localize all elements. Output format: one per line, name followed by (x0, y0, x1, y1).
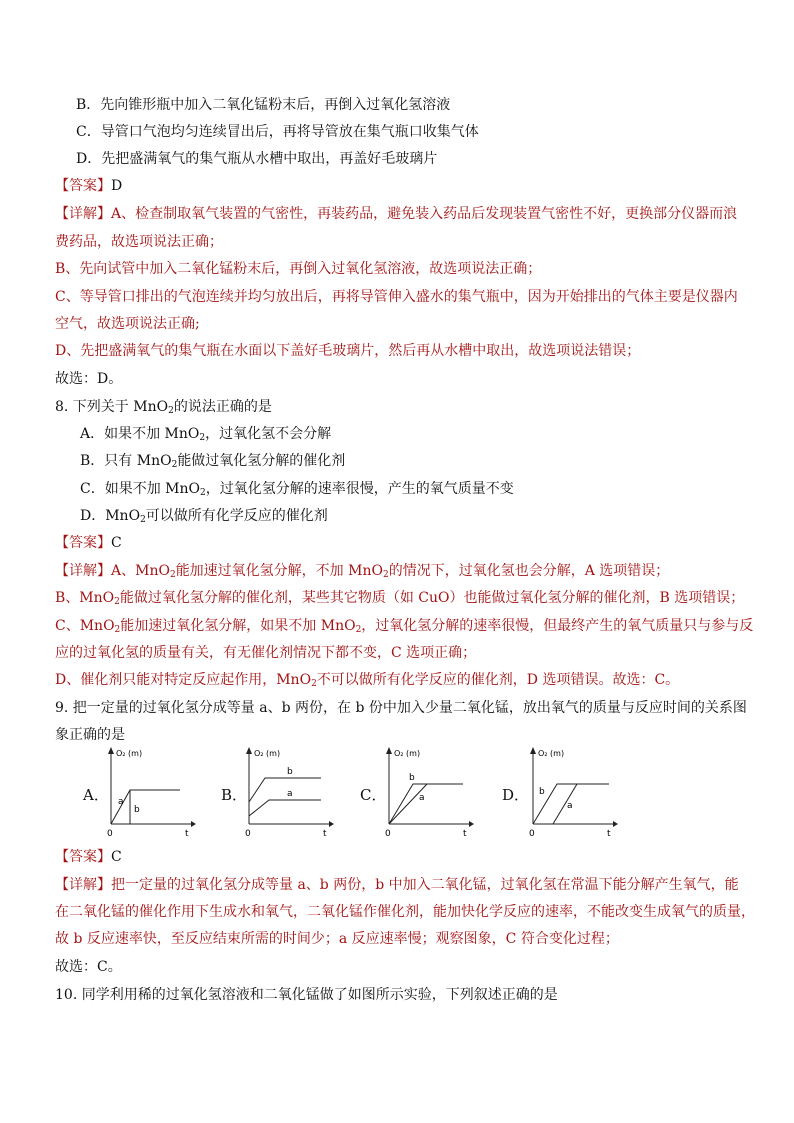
curve-label-a: a (419, 793, 425, 803)
q9-graph-a (105, 744, 197, 840)
detail-tag: 【详解】 (55, 206, 111, 222)
q9-detail-line-2: 在二氧化锰的催化作用下生成水和氧气，二氧化锰作催化剂，能加快化学反应的速率，不能改变生成氧气的质量， (55, 904, 755, 920)
origin-label: 0 (245, 829, 251, 839)
detail-tag: 【详解】 (55, 877, 111, 893)
q7-detail-line-3b: 空气，故选项说法正确; (55, 316, 200, 332)
subscript: 2 (382, 570, 389, 580)
y-axis-label: O₂ (m) (394, 749, 421, 758)
q9-graph-options (75, 744, 635, 844)
q7-option-d: D．先把盛满氧气的集气瓶从水槽中取出，再盖好毛玻璃片 (76, 151, 438, 167)
q8-d4-a: D、催化剂只能对特定反应起作用，MnO (55, 672, 312, 688)
q8-optA-post: ，过氧化氢不会分解 (205, 426, 332, 442)
q8-detail-line-3 (55, 617, 753, 635)
curve-label-a: a (567, 801, 573, 811)
q7-detail-line-4: D、先把盛满氧气的集气瓶在水面以下盖好毛玻璃片，然后再从水槽中取出，故选项说法错误； (55, 343, 641, 359)
q9-d1: 把一定量的过氧化氢分成等量 a、b 两份，b 中加入二氧化锰，过氧化氢在常温下能分解产生氧气，能 (111, 877, 739, 893)
q9-answer-line (55, 848, 122, 866)
subscript: 2 (114, 625, 121, 635)
q9-graph-b (243, 744, 335, 840)
q8-detail-line-1 (55, 562, 669, 580)
q8-d3-b: 能加速过氧化氢分解，如果不加 MnO (120, 618, 356, 634)
q8-stem-pre: 8. 下列关于 MnO (55, 399, 169, 415)
curve-b (249, 778, 321, 802)
q8-detail-line-2 (55, 589, 744, 607)
subscript: 2 (355, 625, 362, 635)
q8-optB-post: 能做过氧化氢分解的催化剂 (177, 453, 346, 469)
y-axis-label: O₂ (m) (538, 749, 565, 758)
q8-d1-b: 能加速过氧化氢分解，不加 MnO (175, 563, 383, 579)
q7-option-b: B．先向锥形瓶中加入二氧化锰粉末后，再倒入过氧化氢溶液 (76, 97, 451, 113)
q8-option-a (80, 425, 331, 443)
answer-tag: 【答案】 (55, 849, 111, 865)
q9-option-b-label: B． (221, 786, 248, 804)
q9-option-a-label: A． (83, 786, 109, 804)
q9-graph-d (527, 744, 619, 840)
origin-label: 0 (385, 829, 391, 839)
q9-option-c-label: C． (360, 786, 387, 804)
x-axis-label: t (463, 829, 467, 839)
q9-answer: C (111, 849, 122, 865)
q8-option-c (80, 480, 514, 498)
q8-optB-pre: B．只有 MnO (80, 453, 172, 469)
subscript: 2 (169, 570, 176, 580)
q9-option-d-label: D． (502, 786, 530, 804)
curve-a (249, 800, 321, 816)
curve-a (553, 784, 577, 824)
q9-detail-line-3: 故 b 反应速率快，至反应结束所需的时间少；a 反应速率慢；观察图象，C 符合变化过程； (55, 931, 619, 947)
curve-a (389, 784, 427, 824)
q7-option-c: C．导管口气泡均匀连续冒出后，再将导管放在集气瓶口收集气体 (76, 124, 479, 140)
q8-d2-a: B、MnO (55, 590, 115, 606)
subscript: 2 (199, 433, 206, 443)
q9-stem-2: 象正确的是 (55, 727, 125, 743)
curve-b (389, 784, 463, 824)
subscript: 2 (200, 488, 206, 498)
subscript: 2 (140, 515, 146, 525)
q8-d1-c: 的情况下，过氧化氢也会分解，A 选项错误； (388, 563, 670, 579)
curve-label-b: b (287, 767, 293, 777)
q7-answer: D (111, 178, 123, 194)
detail-tag: 【详解】 (55, 563, 111, 579)
q7-detail-line-1b: 费药品，故选项说法正确； (55, 234, 223, 250)
q9-detail-line-1 (55, 876, 739, 894)
q8-d3-c: ，过氧化氢分解的速率很慢，但最终产生的氧气质量只与参与反 (361, 618, 754, 634)
q8-d4-b: 不可以做所有化学反应的催化剂，D 选项错误。故选：C。 (316, 672, 680, 688)
q8-d3-a: C、MnO (55, 618, 115, 634)
origin-label: 0 (107, 829, 113, 839)
q7-detail-line-2: B、先向试管中加入二氧化锰粉末后，再倒入过氧化氢溶液，故选项说法正确； (55, 261, 542, 277)
curve-label-a: a (287, 789, 293, 799)
q8-detail-line-4 (55, 671, 679, 689)
q8-stem-post: 的说法正确的是 (173, 399, 272, 415)
curve-a (111, 790, 180, 824)
q8-stem (55, 398, 272, 416)
q8-option-d (80, 507, 328, 525)
curve-label-a: a (118, 797, 124, 807)
q8-optC-post: ，过氧化氢分解的速率很慢，产生的氧气质量不变 (205, 481, 514, 497)
answer-tag: 【答案】 (55, 178, 111, 194)
q8-detail-line-3b: 应的过氧化氢的质量有关，有无催化剂情况下都不变，C 选项正确； (55, 645, 477, 661)
y-axis-label: O₂ (m) (254, 749, 281, 758)
q8-optD-pre: D．MnO (80, 508, 141, 524)
curve-label-b: b (134, 805, 140, 815)
q9-graph-c (383, 744, 475, 840)
curve-label-b: b (409, 773, 415, 783)
q7-detail-line-3a: C、等导管口排出的气泡连续并均匀放出后，再将导管伸入盛水的集气瓶中，因为开始排出的气体主要是仪器内 (55, 289, 738, 305)
q8-d1-a: A、MnO (111, 563, 170, 579)
q8-d2-b: 能做过氧化氢分解的催化剂，某些其它物质（如 CuO）也能做过氧化氢分解的催化剂，B 选项错误； (119, 590, 745, 606)
answer-tag: 【答案】 (55, 535, 111, 551)
q8-answer: C (111, 535, 122, 551)
q7-answer-line (55, 177, 122, 195)
q8-optD-post: 可以做所有化学反应的催化剂 (145, 508, 328, 524)
q7-conclusion: 故选：D。 (55, 371, 123, 387)
q7-detail-line-1 (55, 205, 737, 223)
q8-optC-pre: C．如果不加 MnO (80, 481, 200, 497)
subscript: 2 (114, 597, 120, 607)
q9-stem-1: 9. 把一定量的过氧化氢分成等量 a、b 两份，在 b 份中加入少量二氧化锰，放出氧气的质量与反应时间的关系图 (55, 700, 747, 716)
x-axis-label: t (185, 829, 189, 839)
q10-stem: 10. 同学利用稀的过氧化氢溶液和二氧化锰做了如图所示实验，下列叙述正确的是 (55, 987, 558, 1003)
x-axis-label: t (607, 829, 611, 839)
subscript: 2 (311, 679, 317, 689)
y-axis-label: O₂ (m) (116, 749, 143, 758)
q8-optA-pre: A．如果不加 MnO (80, 426, 200, 442)
curve-label-b: b (539, 787, 545, 797)
q8-answer-line (55, 534, 122, 552)
q9-conclusion: 故选：C。 (55, 959, 122, 975)
x-axis-label: t (323, 829, 327, 839)
origin-label: 0 (529, 829, 535, 839)
q8-option-b (80, 452, 345, 470)
subscript: 2 (171, 460, 178, 470)
q7-detail-1a: A、检查制取氧气装置的气密性，再装药品，避免装入药品后发现装置气密性不好，更换部分仪器而浪 (111, 206, 738, 222)
subscript: 2 (168, 406, 174, 416)
